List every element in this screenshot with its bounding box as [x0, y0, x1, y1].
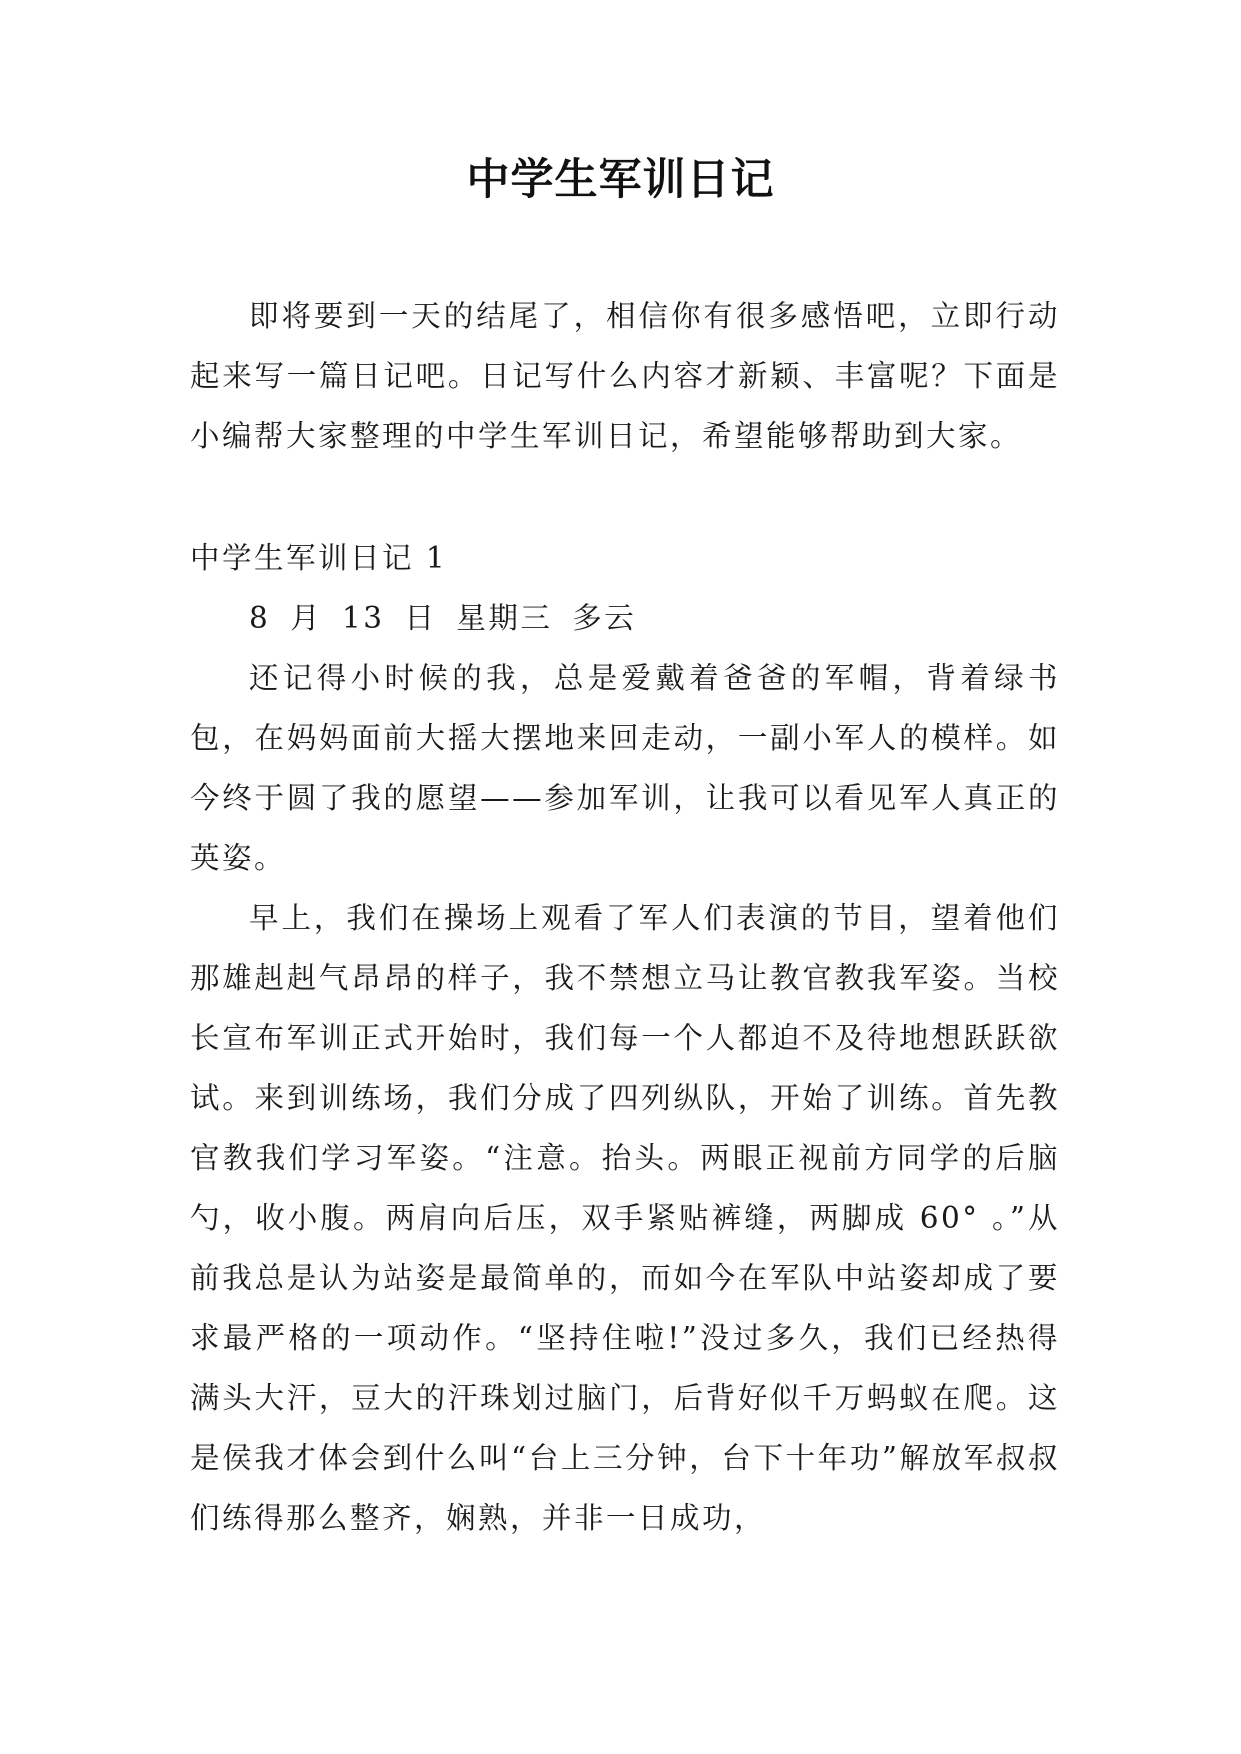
entry-paragraph-1: 还记得小时候的我，总是爱戴着爸爸的军帽，背着绿书包，在妈妈面前大摇大摆地来回走动，一副小军人的模样。如今终于圆了我的愿望——参加军训，让我可以看见军人真正的英姿。 [190, 661, 1060, 875]
entry-dateline: 8 月 13 日 星期三 多云 [249, 601, 637, 635]
entry-paragraph-2: 早上，我们在操场上观看了军人们表演的节目，望着他们那雄赳赳气昂昂的样子，我不禁想立马让教官教我军姿。当校长宣布军训正式开始时，我们每一个人都迫不及待地想跃跃欲试。来到训练场，我们分成了四列纵队，开始了训练。首先教官教我们学习军姿。“注意。抬头。两眼正视前方同学的后脑勺，收小腹。两肩向后压，双手紧贴裤缝，两脚成 60° 。”从前我总是认为站姿是最简单的，而如今在军队中站姿却成了要求最严格的一项动作。“坚持住啦!”没过多久，我们已经热得满头大汗，豆大的汗珠划过脑门，后背好似千万蚂蚁在爬。这是侯我才体会到什么叫“台上三分钟，台下十年功”解放军叔叔们练得那么整齐，娴熟，并非一日成功， [190, 901, 1060, 1535]
intro-paragraph: 即将要到一天的结尾了，相信你有很多感悟吧，立即行动起来写一篇日记吧。日记写什么内容才新颖、丰富呢？下面是小编帮大家整理的中学生军训日记，希望能够帮助到大家。 [190, 299, 1060, 453]
entry-heading: 中学生军训日记 1 [190, 541, 448, 575]
document-body [190, 286, 1060, 1548]
document-title: 中学生军训日记 [466, 155, 775, 205]
